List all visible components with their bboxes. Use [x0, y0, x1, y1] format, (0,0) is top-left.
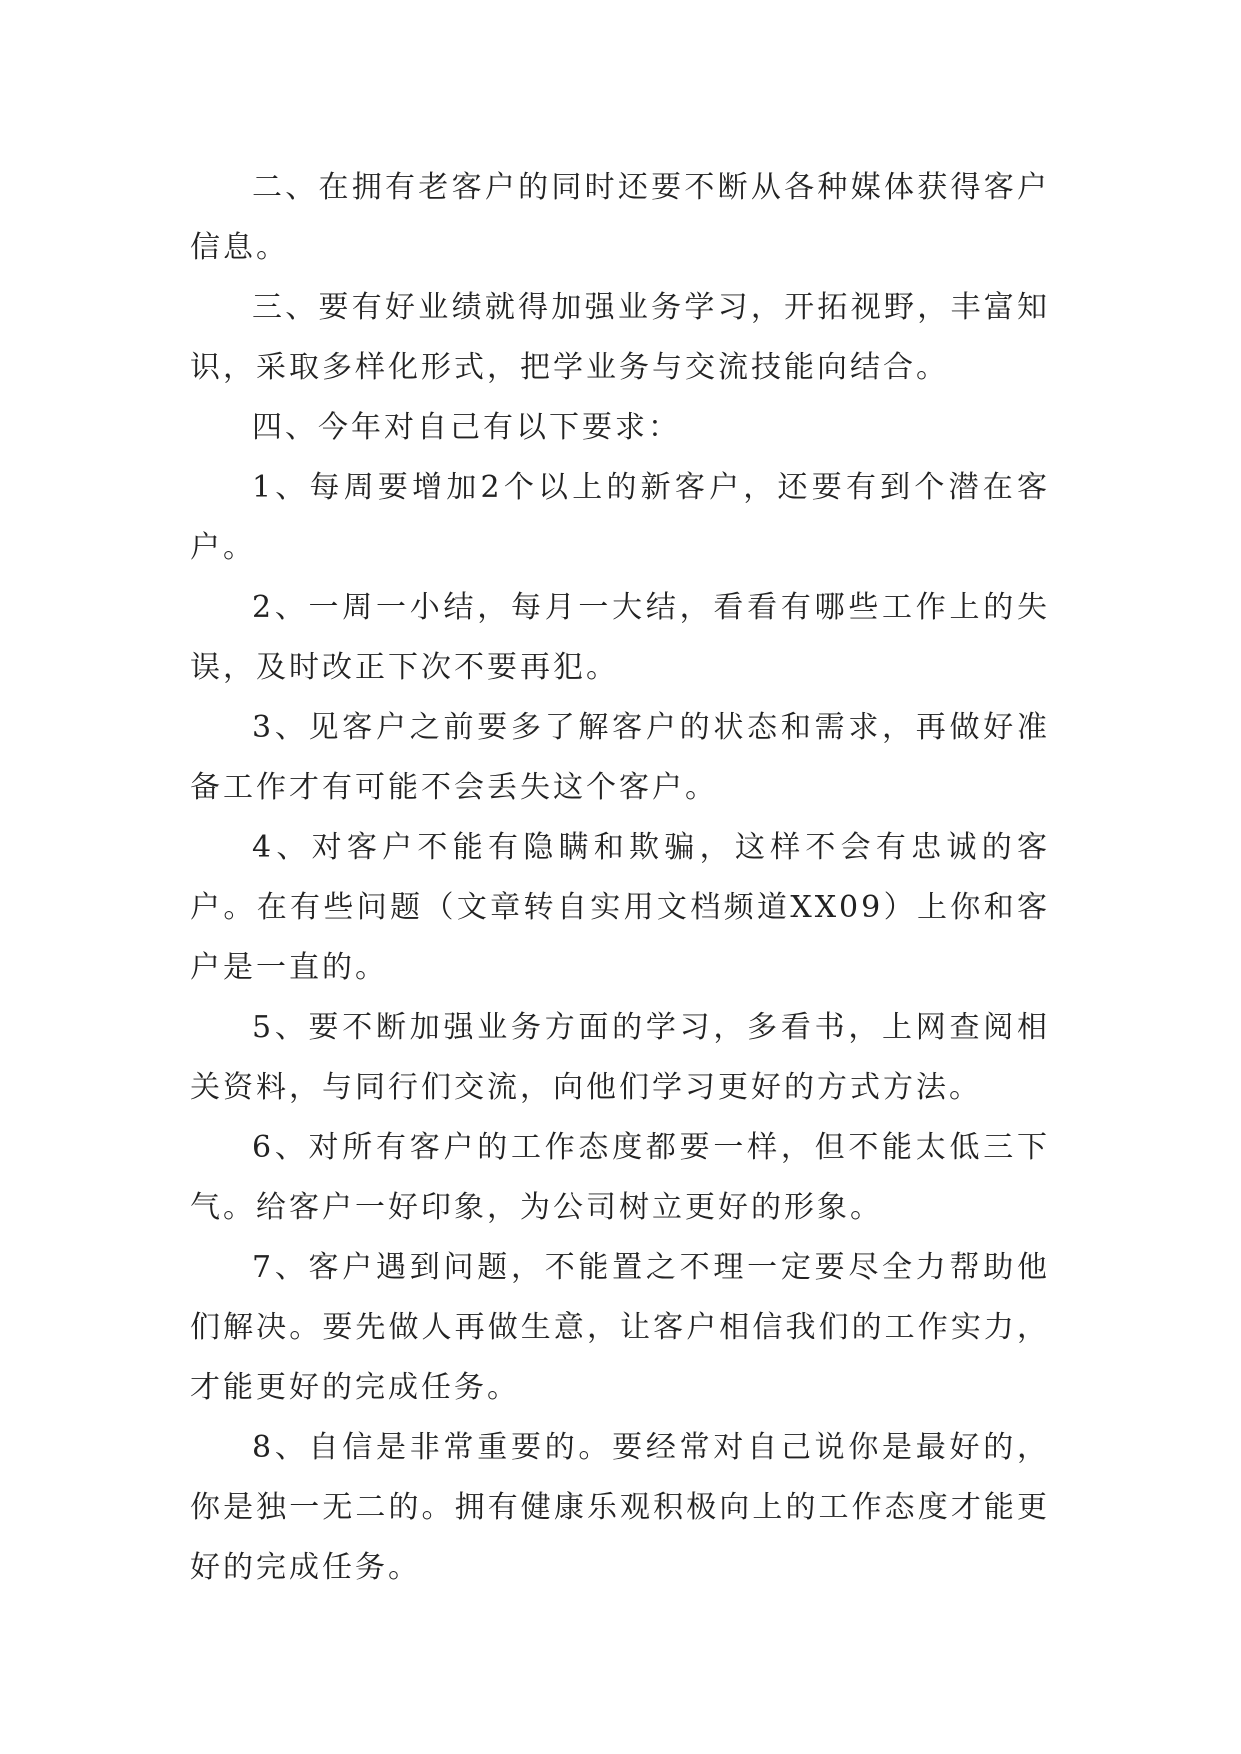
paragraph-2: 二、在拥有老客户的同时还要不断从各种媒体获得客户信息。 — [190, 170, 1050, 265]
requirement-4: 4、对客户不能有隐瞒和欺骗，这样不会有忠诚的客户。在有些问题（文章转自实用文档频道XX09）上你和客户是一直的。 — [190, 830, 1050, 985]
document-body — [190, 158, 1050, 1598]
requirement-5: 5、要不断加强业务方面的学习，多看书，上网查阅相关资料，与同行们交流，向他们学习更好的方式方法。 — [190, 1010, 1050, 1105]
requirement-1: 1、每周要增加2个以上的新客户，还要有到个潜在客户。 — [190, 470, 1050, 565]
requirement-6: 6、对所有客户的工作态度都要一样，但不能太低三下气。给客户一好印象，为公司树立更好的形象。 — [190, 1130, 1050, 1225]
requirement-2: 2、一周一小结，每月一大结，看看有哪些工作上的失误，及时改正下次不要再犯。 — [190, 590, 1050, 685]
paragraph-3: 三、要有好业绩就得加强业务学习，开拓视野，丰富知识，采取多样化形式，把学业务与交流技能向结合。 — [190, 290, 1050, 385]
paragraph-4: 四、今年对自己有以下要求： — [252, 410, 681, 445]
requirement-8: 8、自信是非常重要的。要经常对自己说你是最好的，你是独一无二的。拥有健康乐观积极向上的工作态度才能更好的完成任务。 — [190, 1430, 1050, 1585]
requirement-7: 7、客户遇到问题，不能置之不理一定要尽全力帮助他们解决。要先做人再做生意，让客户相信我们的工作实力，才能更好的完成任务。 — [190, 1250, 1050, 1405]
requirement-3: 3、见客户之前要多了解客户的状态和需求，再做好准备工作才有可能不会丢失这个客户。 — [190, 710, 1050, 805]
